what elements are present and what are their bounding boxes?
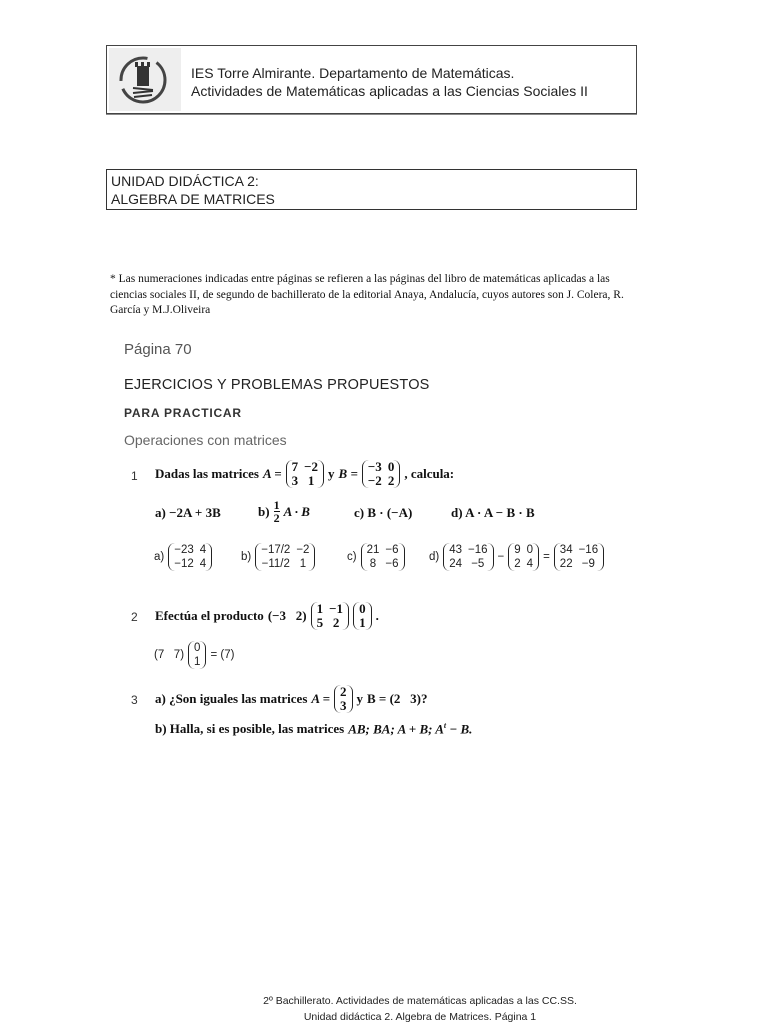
matrix-B xyxy=(362,460,400,488)
answer-d-matrix-2 xyxy=(508,543,539,571)
matrix-A-label: A = xyxy=(311,691,331,706)
matrix-cell-r2-c2: 4 xyxy=(526,558,534,570)
numerator: 1 xyxy=(273,498,280,512)
unit-line-2: ALGEBRA DE MATRICES xyxy=(111,191,275,207)
answer-d xyxy=(429,543,604,571)
matrix-cell-r1-c2: 0 xyxy=(387,459,395,474)
transpose-sup: t xyxy=(443,721,447,730)
part-b-expr: A · B xyxy=(283,503,310,519)
matrix-cell-r2-c1: 1 xyxy=(359,615,366,630)
problem-2-text: Efectúa el producto xyxy=(155,608,264,623)
answer-c-matrix xyxy=(361,543,405,571)
period: . xyxy=(375,608,379,623)
matrix-cell-r1-c1: 0 xyxy=(194,642,201,654)
problem-3b-text: b) Halla, si es posible, las matrices xyxy=(155,721,345,737)
matrix-M xyxy=(311,602,349,630)
answer-b-matrix xyxy=(255,543,315,571)
matrix-cell-r1-c1: −23 xyxy=(174,544,194,556)
school-logo xyxy=(109,48,181,111)
answer-c xyxy=(347,543,405,571)
matrix-cell-r1-c2: 4 xyxy=(199,544,207,556)
section-title: EJERCICIOS Y PROBLEMAS PROPUESTOS xyxy=(124,377,430,393)
topic-title: Operaciones con matrices xyxy=(124,432,287,448)
matrix-cell-r1-c1: 7 xyxy=(291,459,299,474)
matrix-cell-r2-c1: 3 xyxy=(340,698,347,713)
problem-3a xyxy=(155,685,428,713)
matrix-cell-r2-c1: 22 xyxy=(559,558,573,570)
matrix-cell-r1-c1: 2 xyxy=(340,684,347,699)
matrix-A-column xyxy=(334,685,353,713)
part-b xyxy=(258,499,310,524)
matrix-cell-r2-c1: 5 xyxy=(316,615,324,630)
minus-sign: − xyxy=(497,551,505,563)
answer-b-label: b) xyxy=(241,551,252,563)
matrix-cell-r2-c2: −5 xyxy=(471,558,485,570)
matrix-cell-r1-c1: 21 xyxy=(366,544,380,556)
problem-2-number: 2 xyxy=(131,610,138,624)
matrix-cell-r2-c2: 2 xyxy=(332,615,340,630)
problem-3b xyxy=(155,721,472,737)
answer-a xyxy=(154,543,212,571)
matrix-cell-r1-c1: 43 xyxy=(449,544,463,556)
matrix-cell-r2-c1: −12 xyxy=(174,558,194,570)
denominator: 2 xyxy=(273,511,280,525)
matrix-cell-r2-c2: 2 xyxy=(387,473,395,488)
row-vector: (−3 2) xyxy=(267,608,307,623)
matrix-cell-r2-c1: 2 xyxy=(514,558,521,570)
matrix-cell-r1-c1: 0 xyxy=(359,601,366,616)
matrix-cell-r1-c2: −16 xyxy=(578,544,599,556)
matrix-B-label: B = xyxy=(338,466,358,481)
fraction-one-half xyxy=(274,499,280,524)
matrix-cell-r2-c1: 8 xyxy=(369,558,377,570)
problem-3-number: 3 xyxy=(131,693,138,707)
part-b-label: b) xyxy=(258,503,270,519)
page-label: Página 70 xyxy=(124,341,192,358)
unit-line-1: UNIDAD DIDÁCTICA 2: xyxy=(111,173,259,189)
subsection-title: PARA PRACTICAR xyxy=(124,406,242,420)
matrix-B-text: B = (2 3)? xyxy=(367,691,428,706)
conjunction: y xyxy=(328,466,335,481)
header-line-1: IES Torre Almirante. Departamento de Matemáticas. xyxy=(191,65,515,81)
answer-result: = (7) xyxy=(210,649,235,661)
matrix-cell-r1-c1: −17/2 xyxy=(261,544,291,556)
problem-2-statement xyxy=(155,602,379,630)
answer-d-matrix-1 xyxy=(443,543,493,571)
matrix-cell-r2-c1: 24 xyxy=(449,558,463,570)
footnote-text: * Las numeraciones indicadas entre páginas se refieren a las páginas del libro de matemáticas aplicadas a las ciencias sociales II, de segundo de bachillerato de la editorial Anaya, Andalucía, cuyos autores son J. Colera, R. García y M.J.Oliveira xyxy=(110,273,624,316)
matrix-cell-r1-c2: 0 xyxy=(526,544,534,556)
answer-column xyxy=(188,641,206,669)
matrix-cell-r1-c2: −16 xyxy=(468,544,488,556)
unit-title-box xyxy=(106,169,637,210)
column-vector xyxy=(353,602,372,630)
matrix-A-label: A = xyxy=(263,466,282,481)
matrix-cell-r2-c2: 4 xyxy=(199,558,207,570)
answer-d-label: d) xyxy=(429,551,440,563)
matrix-cell-r1-c1: −3 xyxy=(367,459,382,474)
matrix-cell-r2-c1: −2 xyxy=(367,473,382,488)
conjunction: y xyxy=(356,691,364,706)
matrix-cell-r1-c1: 34 xyxy=(559,544,573,556)
answer-row: (7 7) xyxy=(154,649,185,661)
problem-1-statement xyxy=(155,460,454,488)
part-c: c) B · (−A) xyxy=(354,505,413,520)
problem-3b-expr xyxy=(348,721,472,737)
matrix-cell-r2-c2: 1 xyxy=(299,558,307,570)
matrix-cell-r2-c1: 3 xyxy=(291,473,299,488)
footer-line-1: 2º Bachillerato. Actividades de matemáticas aplicadas a las CC.SS. xyxy=(263,995,577,1007)
header-line-2: Actividades de Matemáticas aplicadas a las Ciencias Sociales II xyxy=(191,83,588,99)
problem-3a-text: a) ¿Son iguales las matrices xyxy=(155,691,308,706)
problem-2-answer xyxy=(154,641,234,669)
matrix-cell-r1-c2: −2 xyxy=(296,544,310,556)
matrix-cell-r2-c2: −9 xyxy=(581,558,595,570)
equals-sign: = xyxy=(543,551,550,563)
matrix-cell-r2-c2: 1 xyxy=(307,473,315,488)
header-box xyxy=(106,45,637,114)
expr-main: AB; BA; A + B; A xyxy=(348,721,444,737)
part-a: a) −2A + 3B xyxy=(155,505,221,520)
problem-1-number: 1 xyxy=(131,469,138,483)
answer-b xyxy=(241,543,315,571)
answer-a-matrix xyxy=(168,543,212,571)
expr-end: − B. xyxy=(446,721,473,737)
matrix-cell-r1-c2: −2 xyxy=(304,459,319,474)
answer-a-label: a) xyxy=(154,551,165,563)
matrix-cell-r2-c2: −6 xyxy=(385,558,399,570)
matrix-cell-r1-c2: −6 xyxy=(385,544,399,556)
matrix-cell-r1-c2: −1 xyxy=(329,601,344,616)
problem-1-text: Dadas las matrices xyxy=(155,466,259,481)
problem-1-tail: , calcula: xyxy=(404,466,455,481)
matrix-cell-r2-c1: 1 xyxy=(194,656,201,668)
footer-line-2: Unidad didáctica 2. Algebra de Matrices. Página 1 xyxy=(303,1011,537,1023)
matrix-cell-r1-c1: 9 xyxy=(514,544,521,556)
answer-c-label: c) xyxy=(347,551,357,563)
matrix-cell-r2-c1: −11/2 xyxy=(261,558,290,570)
matrix-cell-r1-c1: 1 xyxy=(316,601,324,616)
part-d: d) A · A − B · B xyxy=(451,505,535,520)
answer-d-matrix-3 xyxy=(554,543,604,571)
matrix-A xyxy=(286,460,324,488)
